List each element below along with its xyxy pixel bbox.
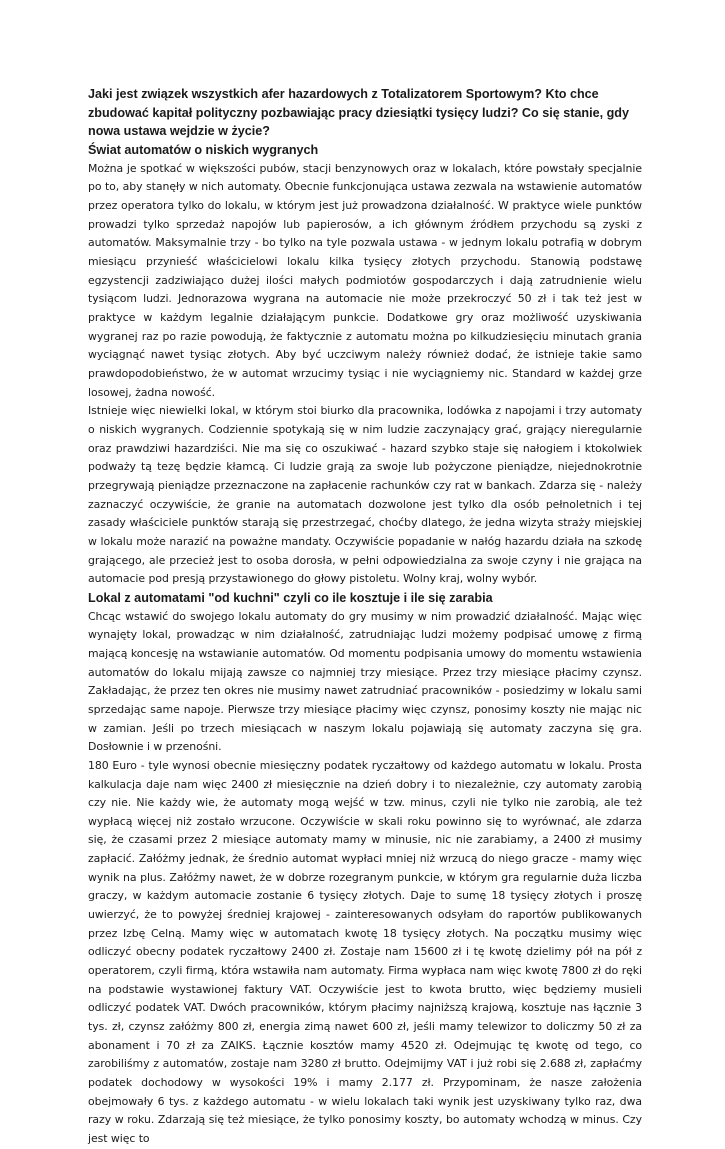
body-paragraph: Można je spotkać w większości pubów, stacji benzynowych oraz w lokalach, które powstały specjalnie po to, aby stanęły w nich automaty. Obecnie funkcjonująca ustawa zezwala na wstawienie automatów przez operatora tylko do lokalu, w którym jest już prowadzona działalność. W praktyce wiele punktów prowadzi tylko sprzedaż napojów lub papierosów, a ich głównym źródłem przychodu są zyski z automatów. Maksymalnie trzy - bo tylko na tyle pozwala ustawa - w jednym lokalu potrafią w dobrym miesiącu przynieść właścicielowi lokalu kilka tysięcy złotych przychodu. Stanowią podstawę egzystencji zadziwiająco dużej ilości małych podmiotów gospodarczych i dają zatrudnienie wielu tysiącom ludzi. Jednorazowa wygrana na automacie nie może przekroczyć 50 zł i tak też jest w praktyce w każdym legalnie działającym punkcie. Dodatkowe gry oraz możliwość uzyskiwania wygranej raz po razie powodują, że faktycznie z automatu można po kilkudziesięciu minutach grania wyciągnąć nawet tysiąc złotych. Aby być uczciwym należy również dodać, że istnieje takie samo prawdopodobieństwo, że w automat wrzucimy tysiąc i nie wyciągniemy nic. Standard w każdej grze losowej, żadna nowość.	[88, 161, 642, 399]
body-paragraph: Chcąc wstawić do swojego lokalu automaty do gry musimy w nim prowadzić działalność. Mając więc wynajęty lokal, prowadząc w nim działalność, zatrudniając ludzi możemy podpisać umowę z firmą mającą koncesję na wstawianie automatów. Od momentu podpisania umowy do momentu wstawienia automatów do lokalu mijają zawsze co najmniej trzy miesiące. Przez trzy miesiące płacimy czynsz. Zakładając, że przez ten okres nie musimy nawet zatrudniać pracowników - posiedzimy w lokalu sami sprzedając same napoje. Pierwsze trzy miesiące płacimy więc czynsz, ponosimy koszty nie mając nic w zamian. Jeśli po trzech miesiącach w naszym lokalu pojawiają się automaty zaczyna się gra. Dosłownie i w przenośni.	[88, 609, 642, 754]
body-paragraph: 180 Euro - tyle wynosi obecnie miesięczny podatek ryczałtowy od każdego automatu w lokalu. Prosta kalkulacja daje nam więc 2400 zł miesięcznie na dzień dobry i to niezależnie, czy automaty zarobią czy nie. Nie każdy wie, że automaty mogą wejść w tzw. minus, czyli nie tylko nie zarobią, ale też wypłacą więcej niż zostało wrzucone. Oczywiście w skali roku powinno się to wyrównać, ale zdarza się, że czasami przez 2 miesiące automaty mamy w minusie, nic nie zarabiamy, a 2400 zł musimy zapłacić. Załóżmy jednak, że średnio automat wypłaci mniej niż wrzucą do niego gracze - mamy więc wynik na plus. Załóżmy nawet, że w dobrze rozegranym punkcie, w którym gra regularnie duża liczba graczy, w każdym automacie zostanie 6 tysięcy złotych. Daje to sumę 18 tysięcy złotych i proszę uwierzyć, że to powyżej średniej krajowej - zainteresowanych odsyłam do raportów publikowanych przez Izbę Celną. Mamy więc w automatach kwotę 18 tysięcy złotych. Na początku musimy więc odliczyć obecny podatek ryczałtowy 2400 zł. Zostaje nam 15600 zł i tę kwotę dzielimy pół na pół z operatorem, czyli firmą, która wstawiła nam automaty. Firma wypłaca nam więc kwotę 7800 zł do ręki na podstawie wystawionej faktury VAT. Oczywiście jest to kwota brutto, więc będziemy musieli odliczyć podatek VAT. Dwóch pracowników, którym płacimy najniższą krajową, kosztuje nas łącznie 3 tys. zł, czynsz załóżmy 800 zł, energia zimą nawet 600 zł, jeśli mamy telewizor to doliczmy 50 zł za abonament i 70 zł za ZAIKS. Łącznie kosztów mamy 4520 zł. Odejmując tę kwotę od tego, co zarobiliśmy z automatów, zostaje nam 3280 zł brutto. Odejmijmy VAT i już robi się 2.688 zł, zapłaćmy podatek dochodowy w wysokości 19% i mamy 2.177 zł. Przypominam, że nasze założenia obejmowały 6 tys. z każdego automatu - w wielu lokalach taki wynik jest uzyskiwany tylko raz, dwa razy w roku. Zdarzają się też miesiące, że tylko ponosimy koszty, bo automaty wchodzą w minus. Czy jest więc to	[88, 758, 642, 1145]
document-title: Jaki jest związek wszystkich afer hazardowych z Totalizatorem Sportowym? Kto chce zbudować kapitał polityczny pozbawiając pracy dziesiątki tysięcy ludzi? Co się stanie, gdy nowa ustawa wejdzie w życie?	[88, 87, 629, 139]
section-heading: Lokal z automatami "od kuchni" czyli co ile kosztuje i ile się zarabia	[88, 590, 493, 605]
body-paragraph: Istnieje więc niewielki lokal, w którym stoi biurko dla pracownika, lodówka z napojami i trzy automaty o niskich wygranych. Codziennie spotykają się w nim ludzie zaczynający grać, grający nieregularnie oraz prawdziwi hazardziści. Nie ma się co oszukiwać - hazard szybko staje się nałogiem i ktokolwiek podważy tą tezę będzie kłamcą. Ci ludzie grają za swoje lub pożyczone pieniądze, niejednokrotnie przegrywają pieniądze przeznaczone na zapłacenie rachunków czy rat w bankach. Zdarza się - należy zaznaczyć oczywiście, że granie na automatach dozwolone jest tylko dla osób pełnoletnich i tej zasady właściciele punktów starają się przestrzegać, choćby dlatego, że jedna wizyta straży miejskiej w lokalu może narazić na poważne mandaty. Oczywiście popadanie w nałóg hazardu działa na szkodę grającego, ale przecież jest to osoba dorosła, w pełni odpowiedzialna za swoje czyny i nie grająca na automacie pod presją przystawionego do głowy pistoletu. Wolny kraj, wolny wybór.	[88, 404, 642, 586]
section-heading: Świat automatów o niskich wygranych	[88, 143, 319, 158]
